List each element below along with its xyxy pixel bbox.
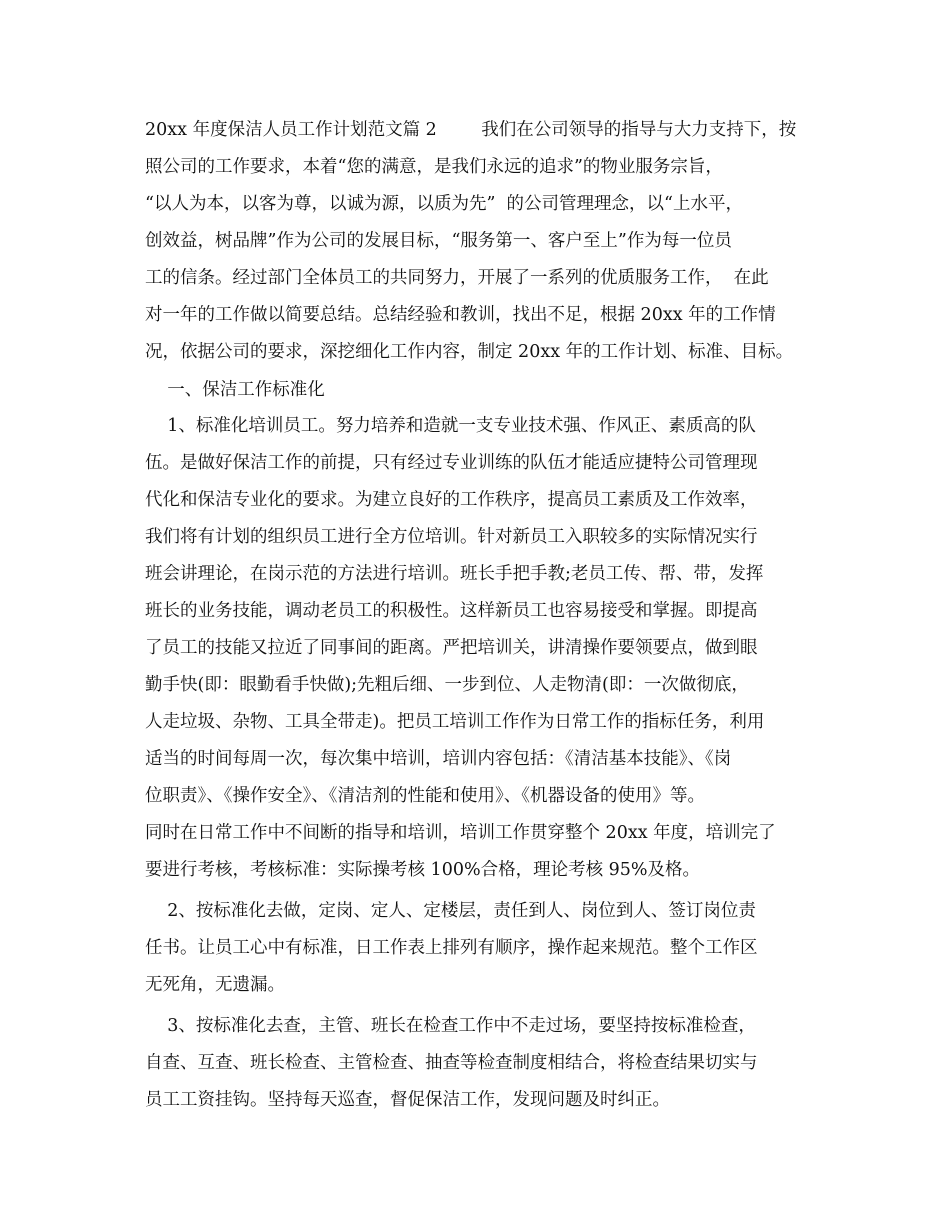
text-line: 同时在日常工作中不间断的指导和培训，培训工作贯穿整个 20xx 年度，培训完了 [145, 823, 776, 843]
text-line: 我们将有计划的组织员工进行全方位培训。针对新员工入职较多的实际情况实行 [145, 527, 758, 547]
text-line: 位职责》、《操作安全》、《清洁剂的性能和使用》、《机器设备的使用》等。 [145, 786, 705, 806]
text-line: 1、标准化培训员工。努力培养和造就一支专业技术强、作风正、素质高的队 [145, 416, 756, 436]
text-line: 要进行考核，考核标准：实际操考核 100%合格，理论考核 95%及格。 [145, 860, 701, 880]
text-line: 人走垃圾、杂物、工具全带走)。把员工培训工作作为日常工作的指标任务，利用 [145, 712, 765, 732]
text-line: “以人为本，以客为尊，以诚为源，以质为先” 的公司管理理念，以“上水平， [145, 194, 743, 214]
text-line: 任书。让员工心中有标准，日工作表上排列有顺序，操作起来规范。整个工作区 [145, 938, 758, 958]
text-line: 创效益，树品牌”作为公司的发展目标，“服务第一、客户至上”作为每一位员 [145, 231, 732, 251]
text-line: 况，依据公司的要求，深挖细化工作内容，制定 20xx 年的工作计划、标准、目标。 [145, 342, 794, 362]
text-line: 3、按标准化去查，主管、班长在检查工作中不走过场，要坚持按标准检查， [145, 1016, 756, 1036]
text-line: 伍。是做好保洁工作的前提，只有经过专业训练的队伍才能适应捷特公司管理现 [145, 453, 758, 473]
text-line: 对一年的工作做以简要总结。总结经验和教训，找出不足，根据 20xx 年的工作情 [145, 305, 776, 325]
text-line: 班长的业务技能，调动老员工的积极性。这样新员工也容易接受和掌握。即提高 [145, 601, 758, 621]
text-line: 了员工的技能又拉近了同事间的距离。严把培训关，讲清操作要领要点，做到眼 [145, 638, 758, 658]
text-line: 2、按标准化去做，定岗、定人、定楼层，责任到人、岗位到人、签订岗位责 [145, 901, 756, 921]
text-line: 班会讲理论，在岗示范的方法进行培训。班长手把手教;老员工传、帮、带，发挥 [145, 564, 764, 584]
text-line: 员工工资挂钩。坚持每天巡查，督促保洁工作，发现问题及时纠正。 [145, 1090, 670, 1110]
text-line: 工的信条。经过部门全体员工的共同努力，开展了一系列的优质服务工作， 在此 [145, 268, 769, 288]
text-line: 20xx 年度保洁人员工作计划范文篇 2 我们在公司领导的指导与大力支持下，按 [145, 120, 797, 140]
text-line: 勤手快(即：眼勤看手快做);先粗后细、一步到位、人走物清(即：一次做彻底， [145, 675, 749, 695]
text-line: 照公司的工作要求，本着“您的满意，是我们永远的追求”的物业服务宗旨， [145, 157, 723, 177]
text-line: 自查、互查、班长检查、主管检查、抽查等检查制度相结合，将检查结果切实与 [145, 1053, 758, 1073]
section-heading: 一、保洁工作标准化 [145, 380, 325, 400]
text-line: 适当的时间每周一次，每次集中培训，培训内容包括：《清洁基本技能》、《岗 [145, 749, 732, 769]
text-line: 无死角，无遗漏。 [145, 975, 285, 995]
text-line: 代化和保洁专业化的要求。为建立良好的工作秩序，提高员工素质及工作效率， [145, 490, 758, 510]
